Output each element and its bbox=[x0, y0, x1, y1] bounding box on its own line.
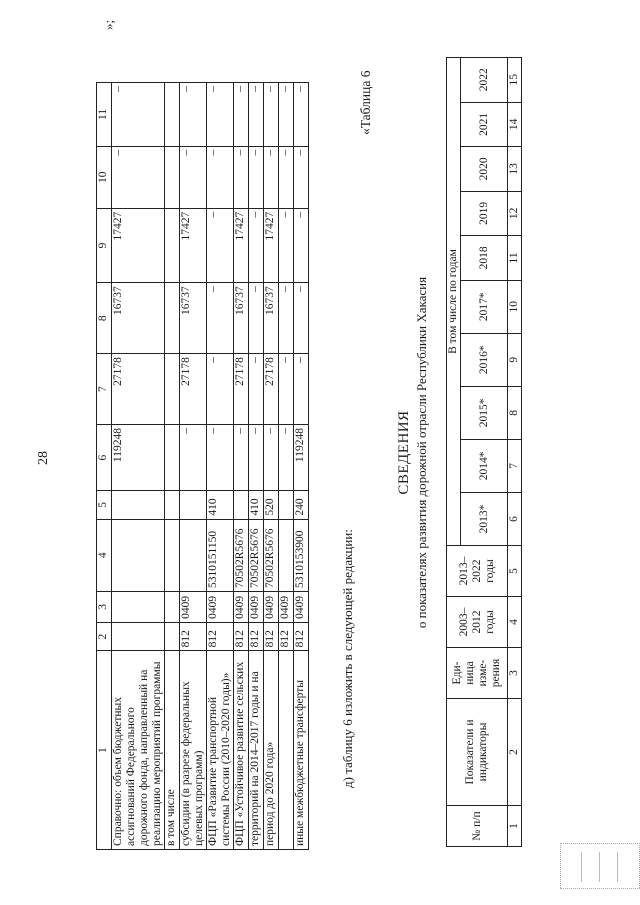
table-cell: 27178 bbox=[234, 354, 249, 425]
table-cell: период до 2020 года» bbox=[264, 651, 279, 850]
table-cell: – bbox=[264, 425, 279, 491]
table-cell: 520 bbox=[264, 491, 279, 520]
table-cell bbox=[165, 354, 180, 425]
page-number: 28 bbox=[36, 451, 51, 465]
table-cell: 16737 bbox=[264, 283, 279, 354]
header-2013-2022: 2013– 2022 годы bbox=[447, 546, 508, 597]
year-header-cell: 2019 bbox=[461, 191, 508, 236]
table-cell bbox=[279, 491, 294, 520]
table-row bbox=[264, 83, 279, 850]
index-cell: 11 bbox=[508, 236, 522, 281]
header-cell: 10 bbox=[97, 146, 112, 208]
table-row bbox=[180, 83, 207, 850]
header-cell: 11 bbox=[97, 83, 112, 147]
table-cell bbox=[165, 591, 180, 622]
table-cell: – bbox=[249, 425, 264, 491]
table-cell: иные межбюджетные трансферты bbox=[294, 651, 309, 850]
table-cell: – bbox=[279, 83, 294, 147]
table-cell: – bbox=[294, 208, 309, 283]
table-cell bbox=[112, 591, 165, 622]
table-cell: 812 bbox=[279, 622, 294, 651]
index-cell: 12 bbox=[508, 191, 522, 236]
table-cell: 17427 bbox=[112, 208, 165, 283]
index-cell: 2 bbox=[508, 699, 522, 806]
header-2003-2012: 2003– 2012 годы bbox=[447, 597, 508, 648]
year-header-cell: 2018 bbox=[461, 236, 508, 281]
table-cell: – bbox=[180, 83, 207, 147]
table-cell: – bbox=[294, 354, 309, 425]
table-cell: – bbox=[279, 208, 294, 283]
year-header-cell: 2014* bbox=[461, 439, 508, 492]
table-cell: 812 bbox=[207, 622, 234, 651]
indicators-table bbox=[446, 57, 522, 847]
header-cell: 8 bbox=[97, 283, 112, 354]
table-cell: – bbox=[207, 283, 234, 354]
year-header-cell: 2022 bbox=[461, 58, 508, 103]
table-cell: – bbox=[180, 146, 207, 208]
table-cell: 410 bbox=[207, 491, 234, 520]
header-cell: 6 bbox=[97, 425, 112, 491]
table2-header-row bbox=[447, 58, 461, 847]
index-cell: 8 bbox=[508, 386, 522, 439]
table-cell: – bbox=[207, 146, 234, 208]
table-cell bbox=[279, 519, 294, 591]
table-cell: 70502R5676 bbox=[264, 519, 279, 591]
table-cell: – bbox=[207, 83, 234, 147]
table-cell bbox=[165, 425, 180, 491]
table-note: «Таблица 6 bbox=[358, 70, 373, 135]
year-header-cell: 2015* bbox=[461, 386, 508, 439]
index-cell: 9 bbox=[508, 333, 522, 386]
header-cell: 9 bbox=[97, 208, 112, 283]
table-cell: – bbox=[112, 83, 165, 147]
table-row bbox=[249, 83, 264, 850]
table-cell: 27178 bbox=[264, 354, 279, 425]
table-row bbox=[165, 83, 180, 850]
table-cell bbox=[165, 519, 180, 591]
table-cell: – bbox=[112, 146, 165, 208]
table-cell: – bbox=[249, 146, 264, 208]
header-cell: 2 bbox=[97, 622, 112, 651]
table-header-row bbox=[97, 83, 112, 850]
table-cell: – bbox=[234, 146, 249, 208]
year-header-cell: 2013* bbox=[461, 492, 508, 545]
table-cell: 0409 bbox=[249, 591, 264, 622]
table-cell bbox=[279, 651, 294, 850]
header-cell: 1 bbox=[97, 651, 112, 850]
table-cell: 0409 bbox=[279, 591, 294, 622]
table-cell bbox=[165, 283, 180, 354]
table-cell: – bbox=[279, 354, 294, 425]
table-cell: 0409 bbox=[264, 591, 279, 622]
table-cell: территорий на 2014–2017 годы и на bbox=[249, 651, 264, 850]
table-cell bbox=[112, 622, 165, 651]
index-cell: 10 bbox=[508, 280, 522, 333]
table-cell: – bbox=[249, 208, 264, 283]
header-cell: 4 bbox=[97, 519, 112, 591]
table-cell: 812 bbox=[249, 622, 264, 651]
table-cell: – bbox=[207, 354, 234, 425]
table-cell: ФЦП «Устойчивое развитие сельских bbox=[234, 651, 249, 850]
table-cell: 70502R5676 bbox=[234, 519, 249, 591]
table-cell bbox=[180, 519, 207, 591]
table-cell bbox=[180, 491, 207, 520]
table-cell: 119248 bbox=[294, 425, 309, 491]
table-cell bbox=[165, 491, 180, 520]
index-cell: 6 bbox=[508, 492, 522, 545]
index-cell: 14 bbox=[508, 102, 522, 147]
table-row bbox=[112, 83, 165, 850]
table-cell: 16737 bbox=[112, 283, 165, 354]
table-cell bbox=[234, 491, 249, 520]
index-cell: 15 bbox=[508, 58, 522, 103]
header-cell: 5 bbox=[97, 491, 112, 520]
closing-mark: »; bbox=[101, 19, 116, 30]
table-cell: 0409 bbox=[180, 591, 207, 622]
table-cell: – bbox=[180, 425, 207, 491]
header-indicators: Показатели и индикаторы bbox=[447, 699, 508, 806]
table-cell: 27178 bbox=[180, 354, 207, 425]
header-by-years: В том числе по годам bbox=[447, 58, 461, 546]
table-cell: – bbox=[294, 283, 309, 354]
table-cell: – bbox=[279, 146, 294, 208]
table-cell: 70502R5676 bbox=[249, 519, 264, 591]
stamp-mark bbox=[560, 843, 640, 889]
header-unit: Еди- ница изме- рения bbox=[447, 648, 508, 699]
table-cell: 812 bbox=[234, 622, 249, 651]
table-cell: 5310151150 bbox=[207, 519, 234, 591]
table-cell: 5310153900 bbox=[294, 519, 309, 591]
table-cell: – bbox=[264, 146, 279, 208]
table-cell: 16737 bbox=[234, 283, 249, 354]
index-cell: 13 bbox=[508, 147, 522, 192]
index-cell: 1 bbox=[508, 806, 522, 847]
table-cell: – bbox=[234, 425, 249, 491]
table-cell: 16737 bbox=[180, 283, 207, 354]
table-cell: в том числе bbox=[165, 651, 180, 850]
table-cell: – bbox=[249, 83, 264, 147]
budget-table bbox=[96, 82, 309, 850]
table-cell: 0409 bbox=[234, 591, 249, 622]
table-cell: Справочно: объем бюджетных ассигнований Федерального дорожного фонда, направленный на реализацию мероприятий программы bbox=[112, 651, 165, 850]
table-cell: 0409 bbox=[207, 591, 234, 622]
table-cell: – bbox=[294, 146, 309, 208]
table-row bbox=[234, 83, 249, 850]
table-row bbox=[207, 83, 234, 850]
table-cell: – bbox=[249, 283, 264, 354]
year-header-cell: 2017* bbox=[461, 280, 508, 333]
table-cell: 17427 bbox=[234, 208, 249, 283]
table-cell: – bbox=[249, 354, 264, 425]
table-cell: – bbox=[207, 425, 234, 491]
instruction-text: д) таблицу 6 изложить в следующей редакции: bbox=[340, 529, 355, 788]
index-cell: 3 bbox=[508, 648, 522, 699]
table-cell bbox=[165, 146, 180, 208]
table-cell bbox=[165, 83, 180, 147]
header-num: № п/п bbox=[447, 806, 508, 847]
table-cell: 240 bbox=[294, 491, 309, 520]
table-cell: – bbox=[207, 208, 234, 283]
table-cell: – bbox=[279, 283, 294, 354]
index-cell: 5 bbox=[508, 546, 522, 597]
index-cell: 7 bbox=[508, 439, 522, 492]
table-cell: 0409 bbox=[294, 591, 309, 622]
header-cell: 7 bbox=[97, 354, 112, 425]
table-cell: 27178 bbox=[112, 354, 165, 425]
table-cell: 812 bbox=[180, 622, 207, 651]
table-cell bbox=[165, 622, 180, 651]
year-header-cell: 2016* bbox=[461, 333, 508, 386]
table-cell: 17427 bbox=[180, 208, 207, 283]
table-cell: 410 bbox=[249, 491, 264, 520]
table-cell bbox=[112, 519, 165, 591]
table-cell: субсидии (в разрезе федеральных целевых программ) bbox=[180, 651, 207, 850]
table-cell bbox=[112, 491, 165, 520]
table-cell: 812 bbox=[294, 622, 309, 651]
table-cell: 17427 bbox=[264, 208, 279, 283]
table-cell: 119248 bbox=[112, 425, 165, 491]
section-subtitle: о показателях развития дорожной отрасли Республики Хакасия bbox=[414, 276, 429, 629]
table-row bbox=[294, 83, 309, 850]
table-cell: – bbox=[279, 425, 294, 491]
table-cell: 812 bbox=[264, 622, 279, 651]
table-cell: – bbox=[294, 83, 309, 147]
table-cell: ФЦП «Развитие транспортной системы России (2010–2020 годы)» bbox=[207, 651, 234, 850]
header-cell: 3 bbox=[97, 591, 112, 622]
table2-index-row bbox=[508, 58, 522, 847]
year-header-cell: 2020 bbox=[461, 147, 508, 192]
table-cell bbox=[165, 208, 180, 283]
table-cell: – bbox=[234, 83, 249, 147]
table-row bbox=[279, 83, 294, 850]
table-cell: – bbox=[264, 83, 279, 147]
year-header-cell: 2021 bbox=[461, 102, 508, 147]
index-cell: 4 bbox=[508, 597, 522, 648]
section-title: СВЕДЕНИЯ bbox=[396, 410, 412, 495]
